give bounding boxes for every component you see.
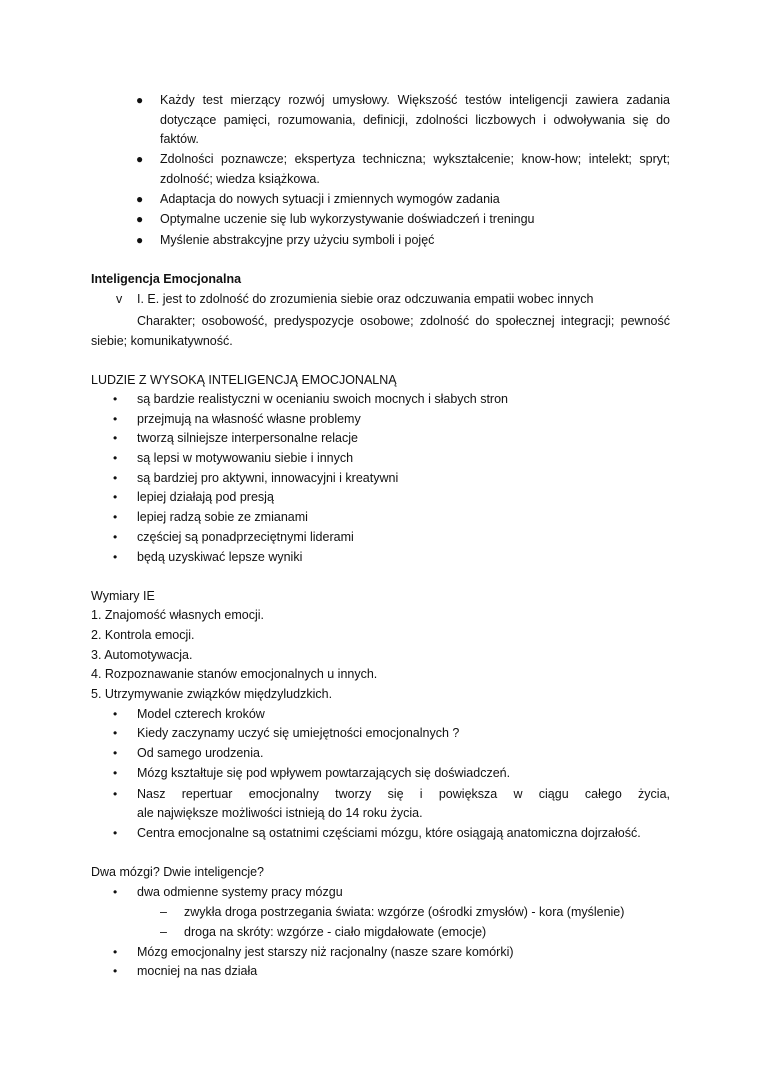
list-item-line: ale największe możliwości istnieją do 14 roku życia. xyxy=(137,806,423,820)
bullet-icon: • xyxy=(113,826,118,840)
numbered-item: 4. Rozpoznawanie stanów emocjonalnych u innych. xyxy=(91,667,378,681)
bullet-icon: • xyxy=(113,787,118,801)
bullet-icon: • xyxy=(113,530,118,544)
list-item: Od samego urodzenia. xyxy=(137,746,264,760)
list-item: przejmują na własność własne problemy xyxy=(137,412,361,426)
list-item-line: Nasz repertuar emocjonalny tworzy się i powiększa w ciągu całego życia, xyxy=(137,787,670,801)
list-item: są bardziej pro aktywni, innowacyjni i kreatywni xyxy=(137,471,399,485)
list-item: tworzą silniejsze interpersonalne relacje xyxy=(137,431,358,445)
ie-traits-line: Charakter; osobowość, predyspozycje osobowe; zdolność do społecznej integracji; pewność xyxy=(137,314,670,328)
ie-traits-line: siebie; komunikatywność. xyxy=(91,334,233,348)
list-item: częściej są ponadprzeciętnymi liderami xyxy=(137,530,354,544)
section-heading: Inteligencja Emocjonalna xyxy=(91,272,242,286)
list-item: Mózg emocjonalny jest starszy niż racjonalny (nasze szare komórki) xyxy=(137,945,514,959)
list-item-line: faktów. xyxy=(160,132,199,146)
bullet-icon: ● xyxy=(136,93,144,107)
list-item: Mózg kształtuje się pod wpływem powtarzających się doświadczeń. xyxy=(137,766,511,780)
bullet-icon: • xyxy=(113,490,118,504)
bullet-icon: • xyxy=(113,431,118,445)
list-item-line: Zdolności poznawcze; ekspertyza techniczna; wykształcenie; know-how; intelekt; spryt; xyxy=(160,152,670,166)
numbered-item: 3. Automotywacja. xyxy=(91,648,193,662)
sub-list-item: droga na skróty: wzgórze - ciało migdałowate (emocje) xyxy=(184,925,487,939)
bullet-icon: • xyxy=(113,945,118,959)
bullet-icon: • xyxy=(113,964,118,978)
bullet-icon: ● xyxy=(136,233,144,247)
list-item-line: Każdy test mierzący rozwój umysłowy. Większość testów inteligencji zawiera zadania xyxy=(160,93,670,107)
list-item: dwa odmienne systemy pracy mózgu xyxy=(137,885,343,899)
list-item: lepiej działają pod presją xyxy=(137,490,274,504)
list-item-line: Myślenie abstrakcyjne przy użyciu symboli i pojęć xyxy=(160,233,435,247)
bullet-icon: ● xyxy=(136,192,144,206)
bullet-icon: • xyxy=(113,510,118,524)
list-item: są bardzie realistyczni w ocenianiu swoich mocnych i słabych stron xyxy=(137,392,508,406)
bullet-icon: ● xyxy=(136,152,144,166)
dash-icon: – xyxy=(160,905,167,919)
bullet-icon: • xyxy=(113,885,118,899)
numbered-item: 2. Kontrola emocji. xyxy=(91,628,195,642)
bullet-icon: • xyxy=(113,471,118,485)
bullet-icon: • xyxy=(113,550,118,564)
section-heading: LUDZIE Z WYSOKĄ INTELIGENCJĄ EMOCJONALNĄ xyxy=(91,373,397,387)
list-item-line: Optymalne uczenie się lub wykorzystywanie doświadczeń i treningu xyxy=(160,212,535,226)
ie-definition: I. E. jest to zdolność do zrozumienia siebie oraz odczuwania empatii wobec innych xyxy=(137,292,594,306)
list-item: Model czterech kroków xyxy=(137,707,265,721)
list-item: Centra emocjonalne są ostatnimi częściami mózgu, które osiągają anatomiczna dojrzałość. xyxy=(137,826,641,840)
numbered-item: 1. Znajomość własnych emocji. xyxy=(91,608,264,622)
sub-list-item: zwykła droga postrzegania świata: wzgórze (ośrodki zmysłów) - kora (myślenie) xyxy=(184,905,625,919)
list-item-line: dotyczące pamięci, rozumowania, definicji, zdolności liczbowych i odwoływania się do xyxy=(160,113,670,127)
list-item: Kiedy zaczynamy uczyć się umiejętności emocjonalnych ? xyxy=(137,726,460,740)
list-item-line: Adaptacja do nowych sytuacji i zmiennych wymogów zadania xyxy=(160,192,500,206)
section-heading: Wymiary IE xyxy=(91,589,155,603)
bullet-icon: • xyxy=(113,412,118,426)
numbered-item: 5. Utrzymywanie związków międzyludzkich. xyxy=(91,687,333,701)
list-item: będą uzyskiwać lepsze wyniki xyxy=(137,550,303,564)
section-heading: Dwa mózgi? Dwie inteligencje? xyxy=(91,865,264,879)
bullet-icon: • xyxy=(113,746,118,760)
list-item: lepiej radzą sobie ze zmianami xyxy=(137,510,308,524)
dash-icon: – xyxy=(160,925,167,939)
bullet-icon: • xyxy=(113,451,118,465)
bullet-icon: • xyxy=(113,766,118,780)
list-item-line: zdolność; wiedza książkowa. xyxy=(160,172,320,186)
bullet-icon: • xyxy=(113,707,118,721)
bullet-icon: ● xyxy=(136,212,144,226)
bullet-icon: • xyxy=(113,726,118,740)
v-marker-icon: v xyxy=(116,292,123,306)
list-item: mocniej na nas działa xyxy=(137,964,258,978)
bullet-icon: • xyxy=(113,392,118,406)
list-item: są lepsi w motywowaniu siebie i innych xyxy=(137,451,354,465)
